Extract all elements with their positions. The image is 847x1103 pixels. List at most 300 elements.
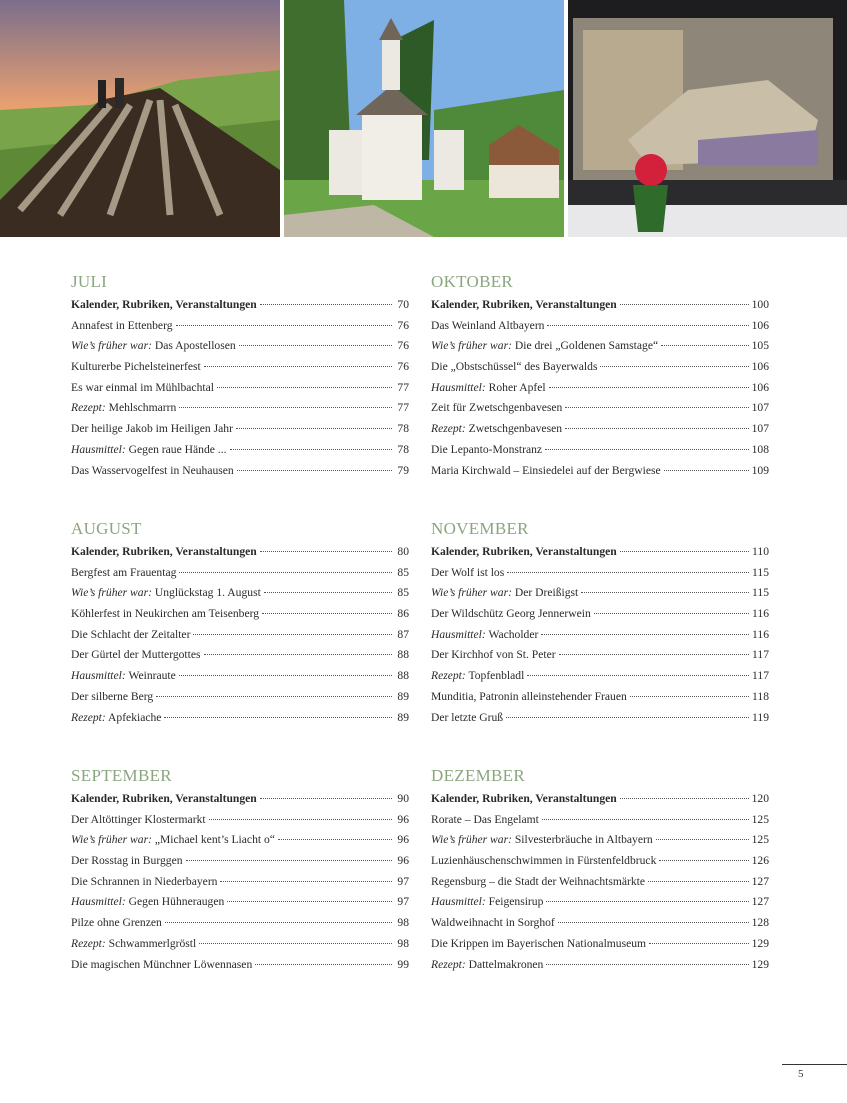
section-title: OKTOBER (431, 272, 514, 291)
dot-leader (204, 366, 392, 367)
dot-leader (239, 345, 392, 346)
toc-entry-text: Das Weinland Altbayern (431, 318, 545, 332)
toc-entry-page: 77 (397, 380, 409, 394)
toc-entry-title (431, 913, 555, 934)
toc-entry-category: Hausmittel: (71, 442, 126, 456)
toc-entry-page: 119 (752, 710, 769, 724)
toc-entry-page: 88 (397, 648, 409, 662)
toc-entry-text: Der Wildschütz Georg Jennerwein (431, 607, 591, 621)
toc-entry-title (431, 666, 524, 687)
toc-entry[interactable] (431, 316, 769, 337)
toc-entry-title (71, 851, 183, 872)
toc-entry-page: 89 (397, 710, 409, 724)
dot-leader (549, 387, 749, 388)
toc-entry[interactable] (71, 419, 409, 440)
toc-entry-title (71, 666, 176, 687)
section-title: JULI (71, 272, 108, 291)
toc-entry-page: 129 (751, 957, 769, 971)
dot-leader (661, 345, 749, 346)
toc-entry[interactable] (431, 583, 769, 604)
toc-entry-title (431, 934, 646, 955)
toc-entry-text: Maria Kirchwald – Einsiedelei auf der Bergwiese (431, 463, 661, 477)
toc-entry-title (431, 687, 627, 708)
toc-entry-title (431, 542, 617, 563)
toc-entry-text: Der letzte Gruß (431, 710, 504, 724)
dot-leader (659, 860, 748, 861)
dot-leader (179, 572, 392, 573)
toc-entry-page: 127 (751, 895, 769, 909)
toc-entry-title (71, 872, 217, 893)
toc-entry-page: 97 (397, 895, 409, 909)
dot-leader (581, 592, 749, 593)
toc-entry-title (431, 604, 591, 625)
toc-entry-text: Der Rosstag in Burggen (71, 854, 183, 868)
dot-leader (546, 964, 748, 965)
toc-entry-page: 107 (751, 401, 769, 415)
toc-entry-category: Rezept: (431, 957, 466, 971)
toc-entry-title (71, 687, 153, 708)
toc-entry[interactable] (431, 810, 769, 831)
dot-leader (156, 696, 392, 697)
toc-entry-title (431, 398, 562, 419)
toc-entry[interactable] (431, 563, 769, 584)
toc-entry-page: 70 (397, 298, 409, 311)
toc-section-dezember (431, 765, 769, 975)
toc-entry-text: Das Apostellosen (151, 339, 236, 353)
toc-entry-page: 110 (752, 545, 769, 558)
toc-entry-page: 76 (397, 339, 409, 353)
toc-entry-title (431, 955, 543, 976)
toc-entry-page: 117 (752, 669, 769, 683)
dot-leader (186, 860, 392, 861)
toc-entry-page: 129 (751, 936, 769, 950)
toc-entry[interactable] (71, 708, 409, 729)
toc-entry[interactable] (71, 542, 409, 563)
toc-section-august (71, 518, 409, 728)
toc-entry-title (431, 789, 617, 810)
toc-entry-category: Rezept: (71, 401, 106, 415)
toc-entry-page: 85 (397, 565, 409, 579)
toc-entry-text: Es war einmal im Mühlbachtal (71, 380, 214, 394)
toc-entry-page: 108 (751, 442, 769, 456)
toc-entry-title (71, 789, 257, 810)
toc-entry[interactable] (431, 666, 769, 687)
dot-leader (236, 428, 392, 429)
toc-entry[interactable] (71, 830, 409, 851)
footer-rule (782, 1064, 847, 1065)
toc-entry-title (431, 316, 544, 337)
dot-leader (600, 366, 748, 367)
dot-leader (620, 551, 749, 552)
toc-entry-title (431, 625, 538, 646)
toc-entry-title (431, 378, 546, 399)
toc-entry-category: Wie’s früher war: (71, 833, 152, 847)
toc-entry-title (71, 913, 162, 934)
dot-leader (565, 407, 748, 408)
section-title: AUGUST (71, 519, 142, 538)
toc-entry-category: Wie’s früher war: (431, 586, 512, 600)
page-number: 5 (798, 1068, 804, 1080)
toc-entry-category: Rezept: (71, 936, 106, 950)
toc-entry[interactable] (71, 913, 409, 934)
toc-entry-page: 116 (752, 627, 769, 641)
toc-entry-page: 98 (397, 936, 409, 950)
toc-entry-title (431, 583, 578, 604)
toc-entry[interactable] (431, 872, 769, 893)
toc-entry-text: Der silberne Berg (71, 689, 154, 703)
toc-entry-title (431, 872, 645, 893)
toc-entry-category: Wie’s früher war: (431, 339, 512, 353)
dot-leader (664, 470, 749, 471)
toc-entry-text: Kalender, Rubriken, Veranstaltungen (71, 792, 257, 805)
toc-entry-page: 78 (397, 422, 409, 436)
toc-entry-page: 88 (397, 669, 409, 683)
toc-entry-title (71, 810, 206, 831)
toc-entry-text: Roher Apfel (485, 380, 546, 394)
toc-entry-title (71, 378, 214, 399)
dot-leader (217, 387, 392, 388)
dot-leader (545, 449, 749, 450)
toc-entry-page: 96 (397, 812, 409, 826)
dot-leader (262, 613, 392, 614)
relic-shrine-photo (568, 0, 847, 237)
toc-entry-text: „Michael kent’s Liacht o“ (151, 833, 275, 847)
toc-section-juli (71, 271, 409, 481)
toc-entry-text: Kalender, Rubriken, Veranstaltungen (431, 298, 617, 311)
toc-entry-title (71, 583, 261, 604)
toc-entry-text: Der Wolf ist los (431, 565, 505, 579)
toc-entry[interactable] (431, 336, 769, 357)
toc-entry-page: 96 (397, 854, 409, 868)
section-title: SEPTEMBER (71, 766, 172, 785)
toc-entry-title (71, 955, 252, 976)
toc-entry[interactable] (431, 789, 769, 810)
toc-entry-text: Bergfest am Frauentag (71, 565, 177, 579)
toc-entry-text: Waldweihnacht in Sorghof (431, 916, 555, 930)
toc-entry-category: Hausmittel: (431, 380, 486, 394)
toc-entry[interactable] (71, 563, 409, 584)
toc-entry-text: Die Krippen im Bayerischen Nationalmuseum (431, 936, 647, 950)
dot-leader (547, 325, 748, 326)
toc-entry[interactable] (431, 604, 769, 625)
toc-entry-page: 105 (751, 339, 769, 353)
toc-section-november (431, 518, 769, 728)
toc-entry[interactable] (71, 666, 409, 687)
toc-entry[interactable] (71, 625, 409, 646)
toc-entry[interactable] (431, 625, 769, 646)
toc-entry-text: Munditia, Patronin alleinstehender Frauen (431, 689, 627, 703)
toc-entry-text: Die Schlacht der Zeitalter (71, 627, 191, 641)
toc-entry-title (71, 398, 176, 419)
toc-entry-page: 106 (751, 380, 769, 394)
toc-entry-title (431, 892, 543, 913)
dot-leader (630, 696, 749, 697)
dot-leader (165, 922, 392, 923)
toc-entry-page: 118 (752, 689, 769, 703)
toc-entry-text: Feigensirup (485, 895, 544, 909)
dot-leader (594, 613, 749, 614)
toc-entry-page: 115 (752, 586, 769, 600)
toc-entry[interactable] (71, 789, 409, 810)
toc-entry[interactable] (431, 542, 769, 563)
toc-entry-title (431, 357, 597, 378)
toc-entry-title (431, 708, 503, 729)
dot-leader (558, 922, 749, 923)
toc-entry[interactable] (431, 440, 769, 461)
toc-entry-title (431, 419, 562, 440)
dot-leader (264, 592, 392, 593)
toc-entry[interactable] (71, 583, 409, 604)
toc-entry[interactable] (71, 955, 409, 976)
toc-entry-title (71, 645, 201, 666)
toc-entry-text: Der Dreißigst (511, 586, 579, 600)
toc-entry-text: Pilze ohne Grenzen (71, 916, 162, 930)
dot-leader (260, 551, 392, 552)
toc-entry[interactable] (71, 892, 409, 913)
toc-entry-title (71, 934, 196, 955)
toc-entry-title (431, 295, 617, 316)
toc-entry-category: Wie’s früher war: (71, 586, 152, 600)
toc-entry[interactable] (431, 892, 769, 913)
toc-entry-text: Kulturerbe Pichelsteinerfest (71, 360, 201, 374)
toc-entry[interactable] (71, 810, 409, 831)
toc-entry-category: Rezept: (431, 669, 466, 683)
toc-entry[interactable] (431, 461, 769, 482)
toc-entry-page: 85 (397, 586, 409, 600)
toc-entry-text: Der Kirchhof von St. Peter (431, 648, 556, 662)
toc-section-september (71, 765, 409, 975)
dot-leader (278, 839, 392, 840)
toc-entry-title (431, 563, 504, 584)
toc-entry[interactable] (71, 934, 409, 955)
toc-entry[interactable] (71, 378, 409, 399)
toc-entry[interactable] (71, 687, 409, 708)
toc-entry[interactable] (71, 357, 409, 378)
dot-leader (542, 819, 749, 820)
toc-entry[interactable] (71, 440, 409, 461)
toc-entry[interactable] (431, 398, 769, 419)
dot-leader (648, 881, 749, 882)
toc-entry-text: Kalender, Rubriken, Veranstaltungen (431, 792, 617, 805)
toc-entry-page: 126 (751, 854, 769, 868)
toc-entry-category: Hausmittel: (71, 669, 126, 683)
toc-entry-title (71, 625, 190, 646)
toc-entry-page: 120 (751, 792, 769, 805)
dot-leader (620, 798, 749, 799)
toc-entry-text: Gegen raue Hände ... (125, 442, 227, 456)
toc-entry-text: Kalender, Rubriken, Veranstaltungen (71, 298, 257, 311)
dot-leader (237, 470, 392, 471)
toc-entry-text: Topfenbladl (465, 669, 525, 683)
dot-leader (546, 901, 748, 902)
dot-leader (179, 675, 392, 676)
toc-entry-page: 109 (751, 463, 769, 477)
toc-entry-page: 76 (397, 318, 409, 332)
section-title: DEZEMBER (431, 766, 526, 785)
toc-entry-text: Die Lepanto-Monstranz (431, 442, 543, 456)
toc-entry[interactable] (71, 461, 409, 482)
toc-entry-page: 77 (397, 401, 409, 415)
toc-entry[interactable] (431, 645, 769, 666)
toc-entry-page: 127 (751, 874, 769, 888)
toc-entry-text: Der Altöttinger Klostermarkt (71, 812, 206, 826)
toc-entry-page: 99 (397, 957, 409, 971)
toc-entry[interactable] (431, 378, 769, 399)
toc-entry-category: Hausmittel: (431, 895, 486, 909)
toc-entry-title (431, 830, 653, 851)
toc-entry[interactable] (71, 604, 409, 625)
toc-entry[interactable] (71, 316, 409, 337)
toc-entry-text: Der heilige Jakob im Heiligen Jahr (71, 422, 233, 436)
toc-entry[interactable] (431, 830, 769, 851)
dot-leader (260, 798, 392, 799)
toc-entry-page: 89 (397, 689, 409, 703)
toc-entry-title (431, 810, 539, 831)
toc-entry-text: Kalender, Rubriken, Veranstaltungen (71, 545, 257, 558)
dot-leader (255, 964, 392, 965)
toc-entry-page: 86 (397, 607, 409, 621)
toc-entry-text: Luzienhäuschenschwimmen in Fürstenfeldbruck (431, 854, 657, 868)
toc-entry-title (431, 645, 556, 666)
toc-entry-page: 76 (397, 360, 409, 374)
toc-section-oktober (431, 271, 769, 481)
toc-entry-text: Zeit für Zwetschgenbavesen (431, 401, 563, 415)
dot-leader (507, 572, 749, 573)
toc-entry-page: 128 (751, 916, 769, 930)
toc-entry-title (71, 295, 257, 316)
toc-entry-text: Die drei „Goldenen Samstage“ (511, 339, 659, 353)
toc-entry-title (431, 440, 542, 461)
toc-entry-text: Unglückstag 1. August (151, 586, 261, 600)
toc-entry-page: 90 (397, 792, 409, 805)
toc-entry-text: Rorate – Das Engelamt (431, 812, 539, 826)
toc-entry-page: 106 (751, 318, 769, 332)
toc-entry-page: 125 (751, 833, 769, 847)
toc-entry-title (71, 357, 201, 378)
toc-entry-page: 79 (397, 463, 409, 477)
toc-entry-text: Das Wasservogelfest in Neuhausen (71, 463, 234, 477)
toc-entry-page: 87 (397, 627, 409, 641)
toc-entry-text: Zwetschgenbavesen (465, 422, 563, 436)
toc-entry-category: Wie’s früher war: (431, 833, 512, 847)
toc-entry-text: Schwammerlgröstl (105, 936, 197, 950)
toc-entry-page: 96 (397, 833, 409, 847)
toc-entry-title (71, 461, 234, 482)
toc-entry-title (431, 461, 661, 482)
toc-entry-page: 115 (752, 565, 769, 579)
dot-leader (656, 839, 749, 840)
toc-entry-page: 100 (751, 298, 769, 311)
toc-entry[interactable] (71, 398, 409, 419)
section-title: NOVEMBER (431, 519, 529, 538)
dot-leader (260, 304, 392, 305)
dot-leader (199, 943, 392, 944)
toc-entry-page: 107 (751, 422, 769, 436)
dot-leader (541, 634, 749, 635)
toc-entry[interactable] (431, 913, 769, 934)
toc-entry-text: Mehlschmarrn (105, 401, 177, 415)
toc-entry[interactable] (71, 872, 409, 893)
toc-entry-title (71, 336, 236, 357)
toc-entry[interactable] (71, 295, 409, 316)
toc-entry[interactable] (431, 295, 769, 316)
toc-entry[interactable] (431, 419, 769, 440)
toc-entry-text: Regensburg – die Stadt der Weihnachtsmärkte (431, 874, 646, 888)
toc-entry-title (71, 708, 161, 729)
toc-entry-page: 98 (397, 916, 409, 930)
toc-entry-text: Dattelmakronen (465, 957, 544, 971)
toc-entry-title (431, 851, 656, 872)
toc-entry-category: Hausmittel: (431, 627, 486, 641)
chapel-photo (284, 0, 564, 237)
toc-entry-category: Wie’s früher war: (71, 339, 152, 353)
toc-entry-title (71, 542, 257, 563)
toc-entry-page: 125 (751, 812, 769, 826)
toc-entry-text: Silvesterbräuche in Altbayern (511, 833, 653, 847)
toc-entry-text: Kalender, Rubriken, Veranstaltungen (431, 545, 617, 558)
toc-entry-text: Annafest in Ettenberg (71, 318, 173, 332)
toc-entry[interactable] (431, 357, 769, 378)
toc-entry[interactable] (71, 851, 409, 872)
toc-entry-category: Rezept: (431, 422, 466, 436)
charcoal-kiln-photo (0, 0, 280, 237)
toc-entry-page: 80 (397, 545, 409, 558)
dot-leader (164, 717, 392, 718)
toc-entry-title (71, 892, 224, 913)
dot-leader (506, 717, 749, 718)
dot-leader (649, 943, 749, 944)
toc-entry[interactable] (71, 645, 409, 666)
toc-entry-text: Weinraute (125, 669, 176, 683)
dot-leader (227, 901, 392, 902)
toc-entry-page: 97 (397, 874, 409, 888)
toc-entry[interactable] (71, 336, 409, 357)
dot-leader (220, 881, 392, 882)
toc-entry-title (71, 419, 233, 440)
toc-entry-text: Apfekiache (105, 710, 162, 724)
toc-entry-title (71, 440, 227, 461)
toc-entry[interactable] (431, 687, 769, 708)
toc-entry-text: Köhlerfest in Neukirchen am Teisenberg (71, 607, 260, 621)
toc-entry-category: Rezept: (71, 710, 106, 724)
toc-entry[interactable] (431, 708, 769, 729)
dot-leader (230, 449, 392, 450)
toc-entry-page: 116 (752, 607, 769, 621)
toc-entry[interactable] (431, 851, 769, 872)
toc-entry-title (71, 830, 275, 851)
toc-entry-category: Hausmittel: (71, 895, 126, 909)
toc-entry-text: Der Gürtel der Muttergottes (71, 648, 201, 662)
dot-leader (209, 819, 392, 820)
dot-leader (193, 634, 392, 635)
toc-entry-text: Wacholder (485, 627, 539, 641)
toc-entry-text: Die magischen Münchner Löwennasen (71, 957, 253, 971)
toc-entry-text: Die „Obstschüssel“ des Bayerwalds (431, 360, 598, 374)
dot-leader (179, 407, 392, 408)
dot-leader (620, 304, 749, 305)
toc-entry[interactable] (431, 934, 769, 955)
toc-entry-title (431, 336, 658, 357)
toc-entry-text: Die Schrannen in Niederbayern (71, 874, 218, 888)
toc-entry-text: Gegen Hühneraugen (125, 895, 225, 909)
toc-entry-title (71, 604, 259, 625)
dot-leader (559, 654, 749, 655)
toc-entry-page: 117 (752, 648, 769, 662)
toc-entry[interactable] (431, 955, 769, 976)
dot-leader (527, 675, 749, 676)
dot-leader (176, 325, 392, 326)
dot-leader (565, 428, 749, 429)
